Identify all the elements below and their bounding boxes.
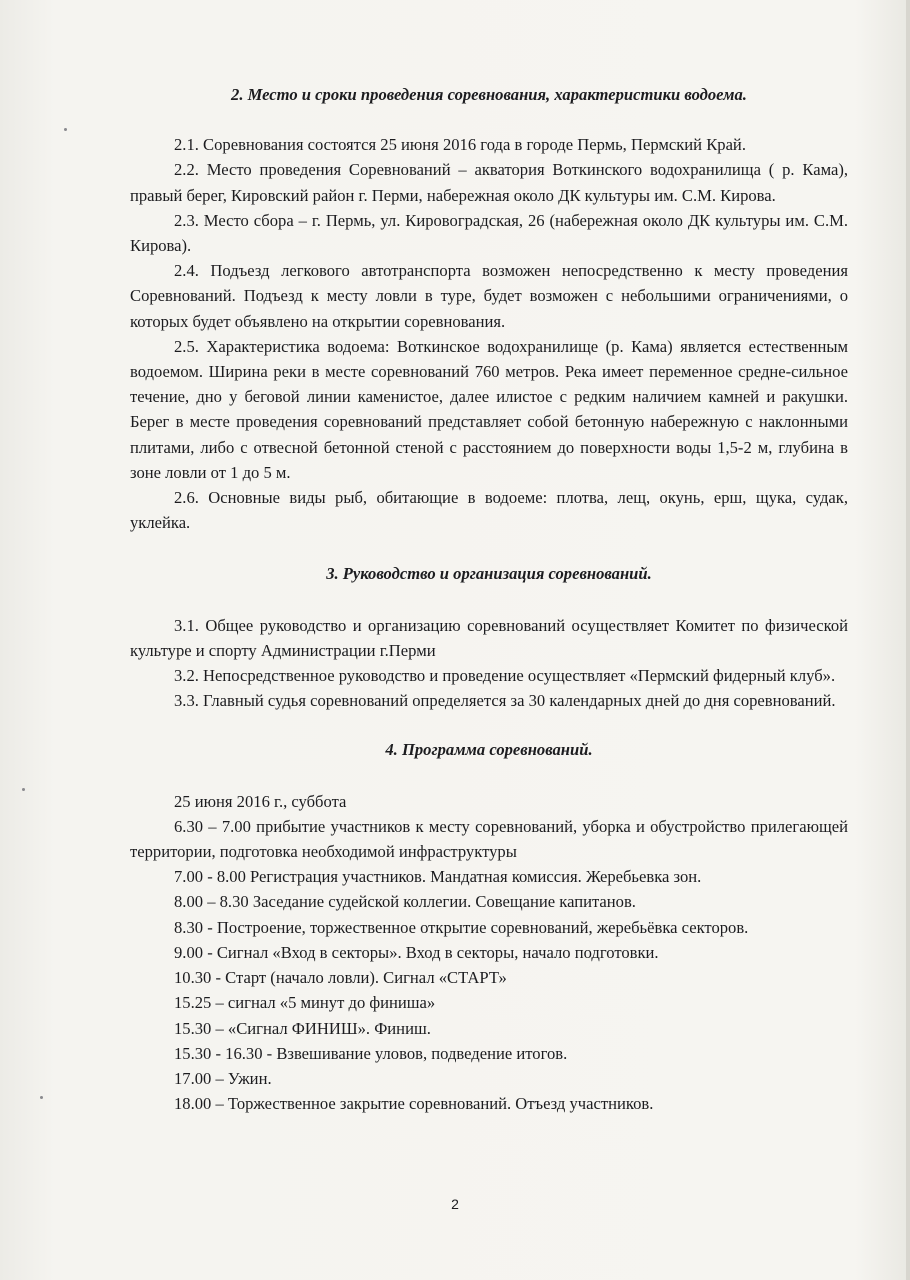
section-3-title: 3. Руководство и организация соревнований. — [326, 564, 652, 584]
section-4-title: 4. Программа соревнований. — [385, 740, 593, 760]
schedule-item: 18.00 – Торжественное закрытие соревнований. Отъезд участников. — [174, 1094, 654, 1114]
paragraph-2-6: 2.6. Основные виды рыб, обитающие в водоеме: плотва, лещ, окунь, ерш, щука, судак, уклейка. — [130, 488, 848, 533]
schedule-item: 15.25 – сигнал «5 минут до финиша» — [174, 993, 436, 1013]
schedule-item: 6.30 – 7.00 прибытие участников к месту соревнований, уборка и обустройство прилегающей территории, подготовка необходимой инфраструктуры — [130, 816, 848, 862]
document-body — [130, 78, 848, 1116]
schedule-item: 7.00 - 8.00 Регистрация участников. Мандатная комиссия. Жеребьевка зон. — [174, 867, 702, 887]
paragraph-2-2: 2.2. Место проведения Соревнований – акватория Воткинского водохранилища ( р. Кама), правый берег, Кировский район г. Перми, набережная около ДК культуры им. С.М. Кирова. — [130, 160, 848, 205]
schedule-item: 15.30 – «Сигнал ФИНИШ». Финиш. — [174, 1018, 431, 1038]
section-2-title: 2. Место и сроки проведения соревнования, характеристики водоема. — [231, 85, 747, 104]
paragraph-3-1: 3.1. Общее руководство и организацию соревнований осуществляет Комитет по физической культуре и спорту Администрации г.Перми — [130, 615, 848, 660]
paragraph-3-3: 3.3. Главный судья соревнований определяется за 30 календарных дней до дня соревнований. — [174, 691, 836, 711]
schedule-item: 9.00 - Сигнал «Вход в секторы». Вход в секторы, начало подготовки. — [174, 942, 659, 962]
paragraph-2-1: 2.1. Соревнования состоятся 25 июня 2016 года в городе Пермь, Пермский Край. — [174, 135, 746, 155]
schedule-item: 8.30 - Построение, торжественное открытие соревнований, жеребьёвка секторов. — [174, 917, 749, 937]
schedule-item: 10.30 - Старт (начало ловли). Сигнал «СТАРТ» — [174, 968, 507, 988]
page-edge — [906, 0, 910, 1280]
page-number: 2 — [451, 1196, 459, 1212]
scan-speck — [40, 1096, 43, 1099]
schedule-list — [130, 789, 848, 1117]
paragraph-2-3: 2.3. Место сбора – г. Пермь, ул. Кировоградская, 26 (набережная около ДК культуры им. С.М. Кирова). — [130, 210, 848, 256]
scan-speck — [22, 788, 25, 791]
schedule-date: 25 июня 2016 г., суббота — [174, 791, 347, 811]
schedule-item: 17.00 – Ужин. — [174, 1068, 272, 1088]
paragraph-2-4: 2.4. Подъезд легкового автотранспорта возможен непосредственно к месту проведения Соревнований. Подъезд к месту ловли в туре, будет возможен с небольшими ограничениями, о которых будет объявлено на открытии соревнования. — [130, 261, 848, 331]
paragraph-2-5: 2.5. Характеристика водоема: Воткинское водохранилище (р. Кама) является естественным водоемом. Ширина реки в месте соревнований 760 метров. Река имеет переменное средне-сильное течение, дно у беговой линии каменистое, далее илистое с редким наличием камней и ракушки. Берег в месте проведения соревнований представляет собой бетонную набережную с наклонными плитами, либо с отвесной бетонной стеной с расстоянием до поверхности воды 1,5-2 м, глубина в зоне ловли от 1 до 5 м. — [130, 336, 848, 482]
paragraph-3-2: 3.2. Непосредственное руководство и проведение осуществляет «Пермский фидерный клуб». — [174, 666, 836, 686]
scan-speck — [64, 128, 67, 131]
schedule-item: 15.30 - 16.30 - Взвешивание уловов, подведение итогов. — [174, 1043, 568, 1063]
schedule-item: 8.00 – 8.30 Заседание судейской коллегии. Совещание капитанов. — [174, 892, 636, 912]
